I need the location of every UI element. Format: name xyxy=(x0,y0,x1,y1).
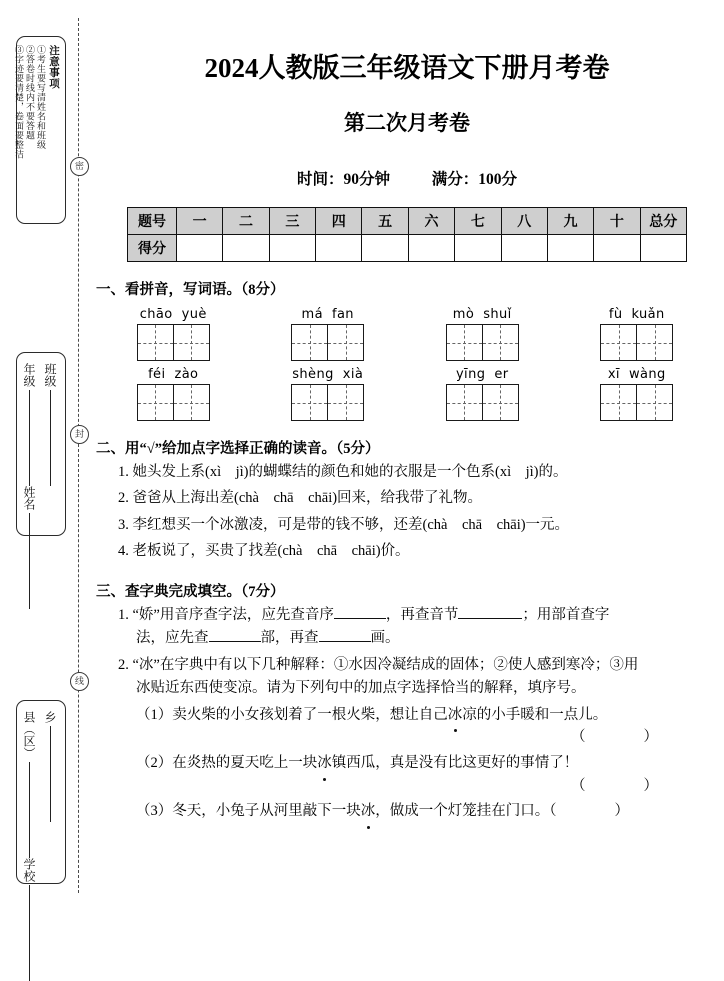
pinyin-word-7 xyxy=(417,367,547,421)
pinyin-8-syl-2: wàng xyxy=(628,367,666,382)
q1-blank-3[interactable] xyxy=(209,641,261,642)
pinyin-3-syl-1: mò xyxy=(452,307,475,322)
grid-cell[interactable] xyxy=(601,325,636,360)
pinyin-word-2 xyxy=(263,307,393,361)
score-cell-3[interactable] xyxy=(269,235,315,262)
q1-blank-4[interactable] xyxy=(319,641,371,642)
score-cell-2[interactable] xyxy=(223,235,269,262)
field-name-label: 姓名 xyxy=(22,486,36,510)
score-col-2: 二 xyxy=(223,208,269,235)
sub-3-text-b: ，做成一个灯笼挂在门口。（ ） xyxy=(375,803,629,820)
pinyin-text-3 xyxy=(453,307,512,322)
field-class[interactable] xyxy=(42,363,59,486)
pinyin-text-8 xyxy=(608,367,666,382)
score-col-4: 四 xyxy=(316,208,362,235)
sub-1-text-a: （1）卖火柴的小女孩划着了一根火柴，想让自己 xyxy=(136,706,448,723)
grid-cell[interactable] xyxy=(327,385,363,420)
pinyin-3-syl-2: shuǐ xyxy=(483,307,512,322)
section-three-item-1-line-1[interactable] xyxy=(118,604,714,627)
section-two-title: 二、用“√”给加点字选择正确的读音。（5分） xyxy=(96,441,380,457)
writing-grid-1[interactable] xyxy=(137,324,210,361)
page-title: 2024人教版三年级语文下册月考卷 xyxy=(204,53,610,83)
grid-cell[interactable] xyxy=(482,325,518,360)
score-table xyxy=(127,207,687,262)
section-three-title: 三、查字典完成填空。（7分） xyxy=(96,583,285,600)
exam-time-label: 时间：90分钟 xyxy=(296,171,390,188)
grid-cell[interactable] xyxy=(138,325,173,360)
section-three-item-1-line-2[interactable] xyxy=(136,627,714,650)
sub-1-text-b: 凉的小手暖和一点儿。 xyxy=(462,706,608,723)
score-col-7: 七 xyxy=(455,208,501,235)
table-row-scores xyxy=(128,235,687,262)
student-identity-box xyxy=(16,352,66,536)
pinyin-row-1 xyxy=(96,307,714,361)
score-col-1: 一 xyxy=(177,208,223,235)
pinyin-grid-rows xyxy=(96,307,714,421)
score-cell-5[interactable] xyxy=(362,235,408,262)
score-table-row-label-score: 得分 xyxy=(128,235,177,262)
sealed-dashed-line xyxy=(78,18,79,893)
section-three-sub-1[interactable] xyxy=(136,704,714,727)
exam-total-score-label: 满分：100分 xyxy=(431,171,518,188)
section-two-item-1[interactable]: 1. 她头发上系(xì jì)的蝴蝶结的颜色和她的衣服是一个色系(xì jì)的。 xyxy=(118,464,568,480)
q1-text-f: 画。 xyxy=(370,630,400,647)
pinyin-4-syl-1: fù xyxy=(608,307,623,322)
section-two-item-4[interactable]: 4. 老板说了，买贵了找差(chà chā chāi)价。 xyxy=(118,543,410,560)
score-col-5: 五 xyxy=(362,208,408,235)
sub-1-answer-paren[interactable]: （ ） xyxy=(571,729,658,746)
score-col-total: 总分 xyxy=(640,208,686,235)
field-class-rule xyxy=(50,390,51,486)
grid-cell[interactable] xyxy=(636,385,672,420)
pinyin-word-1 xyxy=(108,307,238,361)
pinyin-4-syl-2: kuǎn xyxy=(631,307,665,322)
sub-2-text-b: 镇西瓜，真是没有比这更好的事情了！ xyxy=(331,755,579,772)
field-county-school[interactable] xyxy=(21,711,38,981)
q1-text-d: 法，应先查 xyxy=(136,630,209,647)
pinyin-text-6 xyxy=(292,367,363,382)
grid-cell[interactable] xyxy=(292,325,327,360)
pinyin-5-syl-2: zào xyxy=(174,367,199,382)
score-cell-4[interactable] xyxy=(316,235,362,262)
notice-line-3: ③字迹要清楚，卷面要整洁 xyxy=(14,45,24,159)
q1-blank-2[interactable] xyxy=(458,618,522,619)
section-three xyxy=(96,580,714,824)
writing-grid-7[interactable] xyxy=(446,384,519,421)
field-grade-name[interactable] xyxy=(21,363,38,609)
pinyin-2-syl-2: fan xyxy=(331,307,354,322)
pinyin-word-3 xyxy=(417,307,547,361)
q1-text-e: 部，再查 xyxy=(260,630,319,647)
sub-3-dot-char: 冰 xyxy=(361,800,376,823)
pinyin-word-4 xyxy=(572,307,702,361)
grid-cell[interactable] xyxy=(173,385,209,420)
field-county-rule xyxy=(29,762,30,858)
field-grade-label: 年级 xyxy=(22,363,36,387)
pinyin-word-6 xyxy=(263,367,393,421)
pinyin-text-1 xyxy=(140,307,207,322)
score-cell-9[interactable] xyxy=(547,235,593,262)
q1-blank-1[interactable] xyxy=(334,618,386,619)
notice-line-1: ①考生要写清姓名和班级 xyxy=(36,45,46,150)
grid-cell[interactable] xyxy=(327,325,363,360)
section-two-item-2[interactable]: 2. 爸爸从上海出差(chà chā chāi)回来，给我带了礼物。 xyxy=(118,490,483,507)
pinyin-text-7 xyxy=(456,367,509,382)
score-col-10: 十 xyxy=(594,208,640,235)
section-one xyxy=(96,278,714,421)
pinyin-word-8 xyxy=(572,367,702,421)
notice-box xyxy=(16,36,66,224)
field-school-rule xyxy=(29,885,30,981)
section-two-item-3[interactable]: 3. 李红想买一个冰激凌，可是带的钱不够，还差(chà chā chāi)一元。 xyxy=(118,516,570,533)
writing-grid-4[interactable] xyxy=(600,324,673,361)
exam-page xyxy=(90,0,724,909)
score-col-3: 三 xyxy=(269,208,315,235)
writing-grid-2[interactable] xyxy=(291,324,364,361)
section-one-title: 一、看拼音，写词语。（8分） xyxy=(96,282,285,298)
score-cell-1[interactable] xyxy=(177,235,223,262)
pinyin-2-syl-1: má xyxy=(301,307,323,322)
sub-2-text-a: （2）在炎热的夏天吃上一块 xyxy=(136,755,318,772)
section-three-sub-2[interactable] xyxy=(136,752,714,775)
sub-1-dot-char: 冰 xyxy=(448,704,463,727)
pinyin-text-5 xyxy=(148,367,198,382)
seal-mark-mi: 密 xyxy=(70,157,89,176)
writing-grid-8[interactable] xyxy=(600,384,673,421)
score-col-6: 六 xyxy=(408,208,454,235)
school-identity-box xyxy=(16,700,66,884)
grid-cell[interactable] xyxy=(447,325,482,360)
field-grade-rule xyxy=(29,390,30,486)
sub-2-answer-paren[interactable]: （ ） xyxy=(571,777,658,794)
exam-meta xyxy=(90,167,724,189)
field-school-label: 学校 xyxy=(22,858,36,882)
q1-text-a: 1. “娇”用音序查字法，应先查音序 xyxy=(118,606,334,623)
section-three-item-2-line-1: 2. “冰”在字典中有以下几种解释：①水因冷凝结成的固体；②使人感到寒冷；③用 xyxy=(118,656,639,673)
field-name-rule xyxy=(29,513,30,609)
table-row-question-numbers xyxy=(128,208,687,235)
notice-line-2: ②答卷时线内不要答题 xyxy=(25,45,35,140)
pinyin-row-2 xyxy=(96,367,714,421)
pinyin-text-4 xyxy=(609,307,665,322)
field-township-label: 乡 xyxy=(43,711,57,723)
writing-grid-3[interactable] xyxy=(446,324,519,361)
sealed-line-margin xyxy=(0,0,90,909)
section-three-item-2-line-2: 冰贴近东西使变凉。请为下列句中的加点字选择恰当的解释，填序号。 xyxy=(136,680,586,697)
grid-cell[interactable] xyxy=(482,385,518,420)
pinyin-7-syl-2: er xyxy=(494,367,509,382)
pinyin-text-2 xyxy=(302,307,354,322)
grid-cell[interactable] xyxy=(636,325,672,360)
section-three-sub-3[interactable] xyxy=(136,800,714,823)
writing-grid-6[interactable] xyxy=(291,384,364,421)
notice-title: 注意事项 xyxy=(48,45,59,89)
grid-cell[interactable] xyxy=(447,385,482,420)
score-col-9: 九 xyxy=(547,208,593,235)
score-cell-10[interactable] xyxy=(594,235,640,262)
pinyin-6-syl-1: shèng xyxy=(292,367,334,382)
score-table-row-label-qnum: 题号 xyxy=(128,208,177,235)
pinyin-8-syl-1: xī xyxy=(607,367,620,382)
sub-2-dot-char: 冰 xyxy=(317,752,332,775)
grid-cell[interactable] xyxy=(173,325,209,360)
pinyin-1-syl-2: yuè xyxy=(181,307,207,322)
grid-cell[interactable] xyxy=(292,385,327,420)
pinyin-6-syl-2: xià xyxy=(342,367,364,382)
field-class-label: 班级 xyxy=(43,363,57,387)
seal-mark-xian: 线 xyxy=(70,672,89,691)
pinyin-1-syl-1: chāo xyxy=(139,307,173,322)
sub-3-text-a: （3）冬天，小兔子从河里敲下一块 xyxy=(136,803,361,820)
score-cell-6[interactable] xyxy=(408,235,454,262)
grid-cell[interactable] xyxy=(138,385,173,420)
pinyin-word-5 xyxy=(108,367,238,421)
score-cell-total[interactable] xyxy=(640,235,686,262)
pinyin-7-syl-1: yīng xyxy=(455,367,486,382)
score-cell-7[interactable] xyxy=(455,235,501,262)
seal-mark-feng: 封 xyxy=(70,425,89,444)
pinyin-5-syl-1: féi xyxy=(148,367,166,382)
q1-text-c: ；用部首查字 xyxy=(522,606,610,623)
grid-cell[interactable] xyxy=(601,385,636,420)
score-col-8: 八 xyxy=(501,208,547,235)
score-cell-8[interactable] xyxy=(501,235,547,262)
field-township[interactable] xyxy=(42,711,59,822)
field-county-label: 县（区） xyxy=(22,711,36,759)
q1-text-b: ，再查音节 xyxy=(385,606,459,623)
field-township-rule xyxy=(50,726,51,822)
page-subtitle: 第二次月考卷 xyxy=(344,111,470,135)
section-two xyxy=(96,437,714,564)
writing-grid-5[interactable] xyxy=(137,384,210,421)
